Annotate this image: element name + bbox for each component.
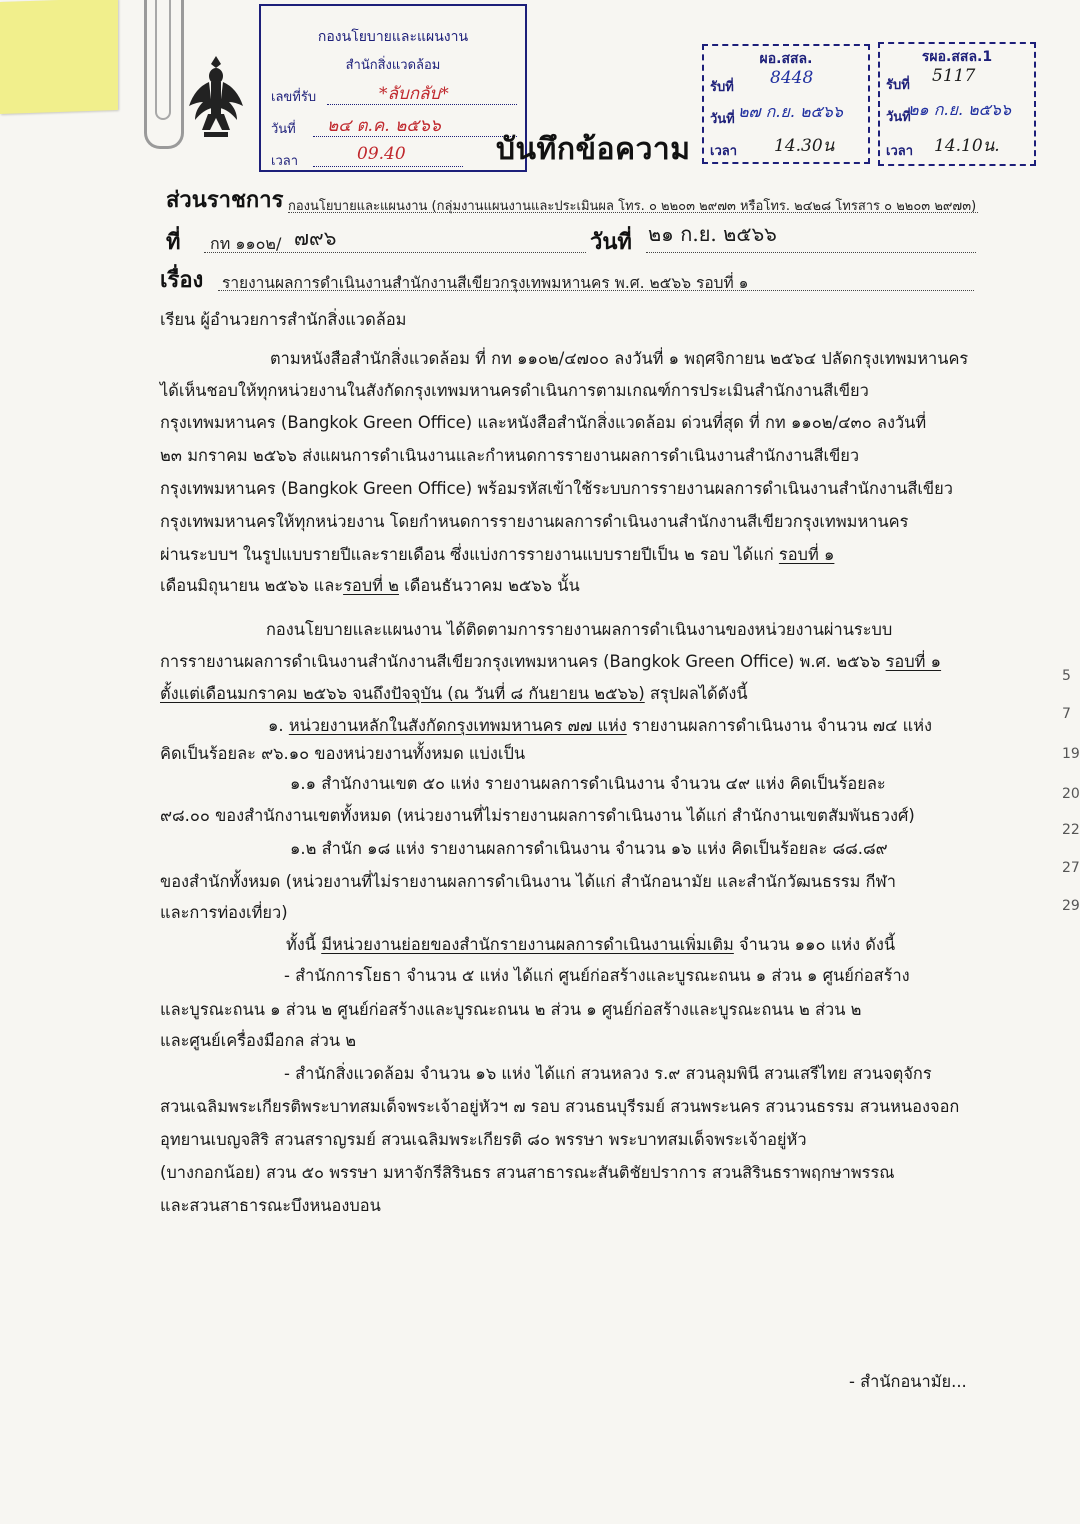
bullet1-line: - สำนักการโยธา จำนวน ๕ แห่ง ได้แก่ ศูนย์ก่อสร้างและบูรณะถนน ๑ ส่วน ๑ ศูนย์ก่อสร้าง — [284, 966, 910, 985]
para1-text: เดือนมิถุนายน ๒๕๖๖ และ — [160, 576, 344, 595]
continuation-footer: - สำนักอนามัย... — [849, 1372, 967, 1391]
note-text: จำนวน ๑๑๐ แห่ง ดังนี้ — [733, 935, 896, 954]
item1-text: รายงานผลการดำเนินงาน จำนวน ๗๔ แห่ง — [626, 716, 933, 735]
para2-text: สรุปผลได้ดังนี้ — [644, 684, 748, 703]
stamp-office: สำนักสิ่งแวดล้อม — [345, 58, 441, 73]
stamp-b-time-value: 14.10น. — [934, 136, 1000, 156]
agency-value: กองนโยบายและแผนงาน (กลุ่มงานแผนงานและประเมินผล โทร. ๐ ๒๒๐๓ ๒๙๗๓ หรือโทร. ๒๔๒๘ โทรสาร ๐ ๒๒๐๓ ๒๙๗๓) — [288, 199, 977, 214]
date-label: วันที่ — [590, 230, 632, 255]
stamp-b-date-label: วันที่ — [886, 110, 911, 125]
para2-line: กองนโยบายและแผนงาน ได้ติดตามการรายงานผลการดำเนินงานของหน่วยงานผ่านระบบ — [266, 620, 893, 639]
stamp-time-value: 09.40 — [357, 144, 406, 164]
item1-line: คิดเป็นร้อยละ ๙๖.๑๐ ของหน่วยงานทั้งหมด แบ่งเป็น — [160, 744, 526, 763]
margin-number: 22 — [1062, 822, 1080, 838]
stamp-a-date-label: วันที่ — [710, 112, 735, 127]
stamp-a-date-value: ๒๗ ก.ย. ๒๕๖๖ — [738, 102, 843, 121]
margin-number: 7 — [1062, 706, 1071, 722]
para1-line — [160, 545, 834, 565]
date-hand: ๒๑ ก.ย. ๒๕๖๖ — [648, 222, 777, 246]
date-dots — [646, 252, 976, 253]
para1-line: ๒๓ มกราคม ๒๕๖๖ ส่งแผนการดำเนินงานและกำหนดการรายงานผลการดำเนินงานสำนักงานสีเขียว — [160, 446, 860, 465]
item11-line: ๙๘.๐๐ ของสำนักงานเขตทั้งหมด (หน่วยงานที่ไม่รายงานผลการดำเนินงาน ได้แก่ สำนักงานเขตสัมพันธวงศ์) — [160, 806, 915, 825]
stamp-a-recv-value: 8448 — [770, 68, 814, 88]
item1-line — [268, 716, 932, 736]
deputy-director-stamp — [878, 42, 1036, 166]
subject-dots — [218, 290, 974, 291]
bullet2-line: สวนเฉลิมพระเกียรติพระบาทสมเด็จพระเจ้าอยู่หัวฯ ๗ รอบ สวนธนบุรีรมย์ สวนพระนคร สวนวนธรรม สวนหนองจอก — [160, 1097, 960, 1116]
para1-text: ผ่านระบบฯ ในรูปแบบรายปีและรายเดือน ซึ่งแบ่งการรายงานแบบรายปีเป็น ๒ รอบ ได้แก่ — [160, 545, 779, 564]
bullet1-line: และศูนย์เครื่องมือกล ส่วน ๒ — [160, 1031, 357, 1050]
stamp-org: กองนโยบายและแผนงาน — [317, 29, 469, 45]
para2-line — [160, 652, 941, 672]
para1-line — [160, 576, 580, 596]
para2-round1-underlined: รอบที่ ๑ — [885, 652, 942, 671]
stamp-date-label: วันที่ — [271, 122, 296, 137]
item11-line: ๑.๑ สำนักงานเขต ๕๐ แห่ง รายงานผลการดำเนินงาน จำนวน ๔๙ แห่ง คิดเป็นร้อยละ — [290, 774, 886, 793]
item12-line: ของสำนักทั้งหมด (หน่วยงานที่ไม่รายงานผลการดำเนินงาน ได้แก่ สำนักอนามัย และสำนักวัฒนธรรม กีฬา — [160, 872, 896, 891]
round2-underlined: รอบที่ ๒ — [343, 576, 399, 595]
margin-number: 27 — [1062, 860, 1080, 876]
memo-title: บันทึกข้อความ — [496, 132, 691, 167]
item12-line: และการท่องเที่ยว) — [160, 903, 288, 922]
ref-label: ที่ — [166, 230, 181, 255]
round1-underlined: รอบที่ ๑ — [778, 545, 835, 564]
stamp-date-value: ๒๔ ต.ค. ๒๕๖๖ — [327, 116, 441, 136]
bullet2-line: - สำนักสิ่งแวดล้อม จำนวน ๑๖ แห่ง ได้แก่ สวนหลวง ร.๙ สวนลุมพินี สวนเสรีไทย สวนจตุจักร — [284, 1064, 932, 1083]
margin-number: 20 — [1062, 786, 1080, 802]
para2-period-underlined: ตั้งแต่เดือนมกราคม ๒๕๖๖ จนถึงปัจจุบัน (ณ วันที่ ๘ กันยายน ๒๕๖๖) — [160, 684, 645, 703]
subject-value: รายงานผลการดำเนินงานสำนักงานสีเขียวกรุงเทพมหานคร พ.ศ. ๒๕๖๖ รอบที่ ๑ — [222, 274, 749, 292]
stamp-a-time-label: เวลา — [710, 144, 738, 159]
para2-line — [160, 684, 748, 704]
ref-hand: ๗๙๖ — [294, 226, 337, 250]
stamp-time-label: เวลา — [271, 154, 299, 169]
stamp-b-date-value: ๒๑ ก.ย. ๒๕๖๖ — [908, 100, 1012, 119]
para2-text: การรายงานผลการดำเนินงานสำนักงานสีเขียวกรุงเทพมหานคร (Bangkok Green Office) พ.ศ. ๒๕๖๖ — [160, 652, 886, 671]
ref-value: กท ๑๑๐๒/ — [210, 234, 282, 253]
margin-number: 5 — [1062, 668, 1071, 684]
stamp-b-recv-value: 5117 — [932, 66, 976, 86]
stamp-a-header: ผอ.สสล. — [759, 51, 813, 67]
paper-clip-inner-icon — [155, 0, 171, 120]
para1-line: ได้เห็นชอบให้ทุกหน่วยงานในสังกัดกรุงเทพมหานครดำเนินการตามเกณฑ์การประเมินสำนักงานสีเขียว — [160, 381, 869, 400]
garuda-emblem-icon — [186, 52, 246, 142]
para1-line: กรุงเทพมหานคร (Bangkok Green Office) และหนังสือสำนักสิ่งแวดล้อม ด่วนที่สุด ที่ กท ๑๑๐๒/๔๓๐ ลงวันที่ — [160, 413, 927, 432]
margin-number: 19 — [1062, 746, 1080, 762]
stamp-b-recv-label: รับที่ — [886, 78, 910, 93]
stamp-a-time-value: 14.30น — [774, 136, 835, 156]
stamp-b-header: รผอ.สสล.1 — [921, 49, 993, 65]
note-text: ทั้งนี้ — [286, 935, 322, 954]
director-stamp — [702, 44, 870, 164]
margin-number: 29 — [1062, 898, 1080, 914]
item1-underlined: หน่วยงานหลักในสังกัดกรุงเทพมหานคร ๗๗ แห่ง — [288, 716, 627, 735]
stamp-recv-value: *ลับกลับ* — [379, 84, 449, 104]
stamp-recv-label: เลขที่รับ — [271, 90, 317, 105]
item1-number: ๑. — [268, 716, 289, 735]
stamp-b-time-label: เวลา — [886, 144, 914, 159]
bullet2-line: และสวนสาธารณะบึงหนองบอน — [160, 1196, 381, 1215]
agency-label: ส่วนราชการ — [166, 188, 284, 213]
note-underlined: มีหน่วยงานย่อยของสำนักรายงานผลการดำเนินงานเพิ่มเติม — [321, 935, 734, 954]
stamp-time-line — [313, 166, 463, 167]
bullet2-line: อุทยานเบญจสิริ สวนสราญรมย์ สวนเฉลิมพระเกียรติ ๘๐ พรรษา พระบาทสมเด็จพระเจ้าอยู่หัว — [160, 1130, 807, 1149]
bullet2-line: (บางกอกน้อย) สวน ๕๐ พรรษา มหาจักรีสิรินธร สวนสาธารณะสันติชัยปราการ สวนสิรินธราพฤกษาพรรณ — [160, 1163, 895, 1182]
subject-label: เรื่อง — [160, 268, 204, 293]
received-stamp — [259, 4, 527, 172]
bullet1-line: และบูรณะถนน ๑ ส่วน ๒ ศูนย์ก่อสร้างและบูรณะถนน ๒ ส่วน ๑ ศูนย์ก่อสร้างและบูรณะถนน ๒ ส่วน ๒ — [160, 1000, 862, 1019]
note-line — [286, 935, 895, 955]
para1-line: กรุงเทพมหานคร (Bangkok Green Office) พร้อมรหัสเข้าใช้ระบบการรายงานผลการดำเนินงานสำนักงานสีเขียว — [160, 479, 953, 498]
ref-dots — [204, 252, 586, 253]
para1-text: เดือนธันวาคม ๒๕๖๖ นั้น — [398, 576, 580, 595]
para1-line: ตามหนังสือสำนักสิ่งแวดล้อม ที่ กท ๑๑๐๒/๔๗๐๐ ลงวันที่ ๑ พฤศจิกายน ๒๕๖๔ ปลัดกรุงเทพมหานคร — [270, 349, 969, 368]
salutation: เรียน ผู้อำนวยการสำนักสิ่งแวดล้อม — [160, 310, 407, 329]
stamp-a-recv-label: รับที่ — [710, 80, 734, 95]
agency-dots — [288, 212, 978, 213]
para1-line: กรุงเทพมหานครให้ทุกหน่วยงาน โดยกำหนดการรายงานผลการดำเนินงานสำนักงานสีเขียวกรุงเทพมหานคร — [160, 512, 909, 531]
sticky-note — [0, 0, 118, 114]
item12-line: ๑.๒ สำนัก ๑๘ แห่ง รายงานผลการดำเนินงาน จำนวน ๑๖ แห่ง คิดเป็นร้อยละ ๘๘.๘๙ — [290, 839, 888, 858]
